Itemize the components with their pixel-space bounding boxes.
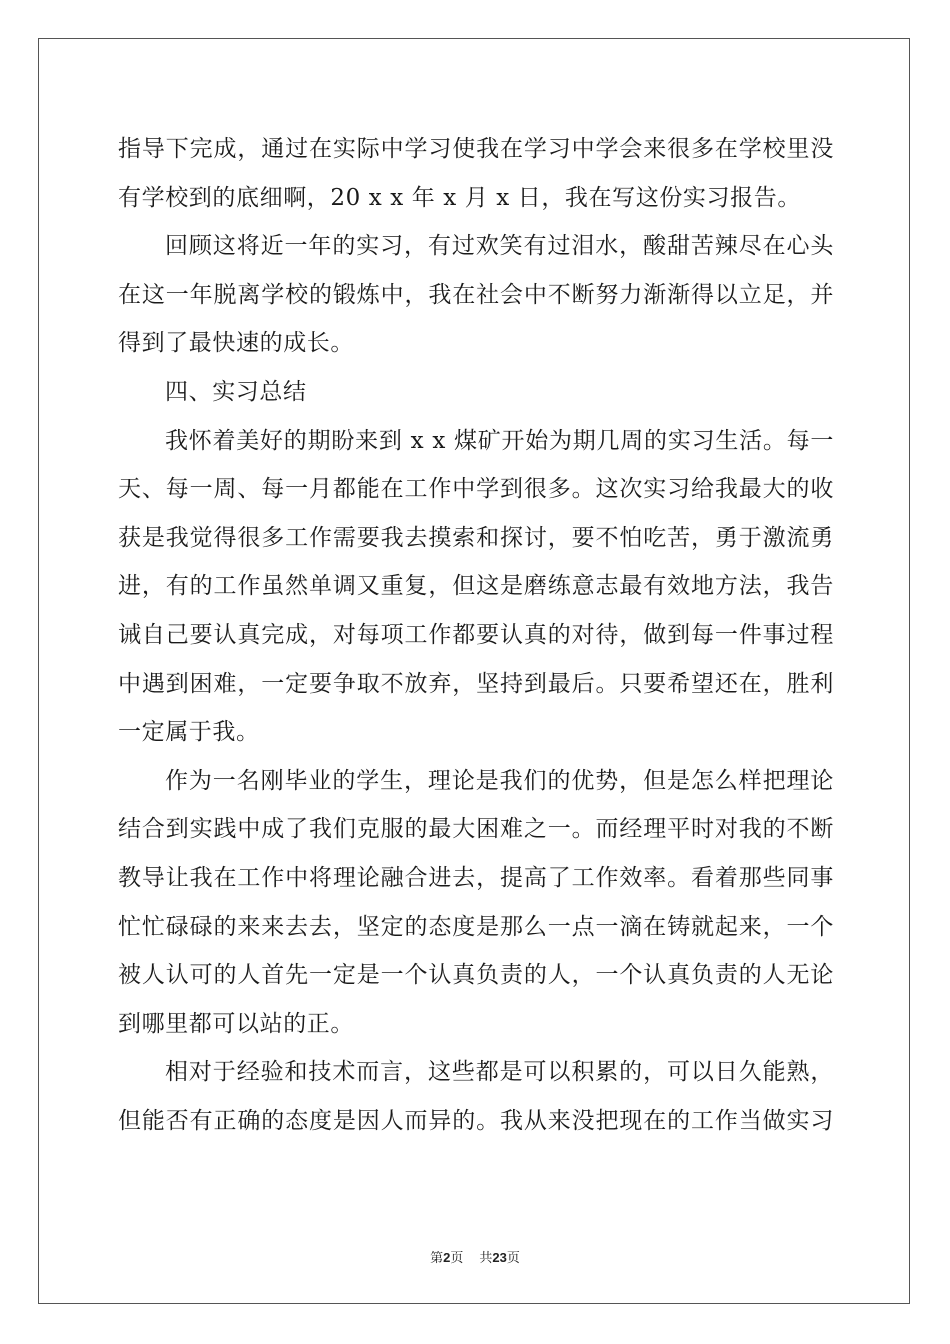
text-line: 进，有的工作虽然单调又重复，但这是磨练意志最有效地方法，我告	[118, 573, 834, 600]
text-line: 得到了最快速的成长。	[118, 330, 354, 357]
text-line: 结合到实践中成了我们克服的最大困难之一。而经理平时对我的不断	[118, 816, 834, 843]
text-line: 中遇到困难，一定要争取不放弃，坚持到最后。只要希望还在，胜利	[118, 670, 834, 697]
page-number: 2	[443, 1250, 451, 1265]
paragraph-start-line: 回顾这将近一年的实习，有过欢笑有过泪水，酸甜苦辣尽在心头	[165, 233, 834, 260]
total-pages: 23	[492, 1250, 507, 1265]
paragraph-start-line: 作为一名刚毕业的学生，理论是我们的优势，但是怎么样把理论	[165, 767, 834, 794]
text-line: 到哪里都可以站的正。	[118, 1010, 354, 1037]
document-body	[118, 125, 834, 1145]
text-line: 有学校到的底细啊，20 x x 年 x 月 x 日，我在写这份实习报告。	[118, 184, 801, 211]
text-line: 天、每一周、每一月都能在工作中学到很多。这次实习给我最大的收	[118, 476, 834, 503]
text-line: 被人认可的人首先一定是一个认真负责的人，一个认真负责的人无论	[118, 962, 834, 989]
text-line: 诫自己要认真完成，对每项工作都要认真的对待，做到每一件事过程	[118, 621, 834, 648]
text-line: 教导让我在工作中将理论融合进去，提高了工作效率。看着那些同事	[118, 864, 834, 891]
text-line: 指导下完成，通过在实际中学习使我在学习中学会来很多在学校里没	[118, 136, 834, 162]
total-suffix: 页	[506, 1251, 520, 1266]
text-line: 在这一年脱离学校的锻炼中，我在社会中不断努力渐渐得以立足，并	[118, 281, 834, 308]
text-line: 但能否有正确的态度是因人而异的。我从来没把现在的工作当做实习	[118, 1107, 834, 1134]
paragraph-start-line: 我怀着美好的期盼来到 x x 煤矿开始为期几周的实习生活。每一	[165, 427, 834, 454]
text-line: 获是我觉得很多工作需要我去摸索和探讨，要不怕吃苦，勇于激流勇	[118, 524, 834, 551]
page-suffix: 页	[450, 1251, 464, 1266]
text-line: 一定属于我。	[118, 719, 260, 746]
page-prefix: 第	[430, 1251, 444, 1266]
total-prefix: 共	[479, 1251, 493, 1266]
page-footer	[0, 1247, 950, 1266]
text-line: 忙忙碌碌的来来去去，坚定的态度是那么一点一滴在铸就起来，一个	[118, 913, 834, 940]
paragraph-start-line: 相对于经验和技术而言，这些都是可以积累的，可以日久能熟，	[165, 1059, 834, 1086]
section-heading: 四、实习总结	[165, 378, 307, 405]
